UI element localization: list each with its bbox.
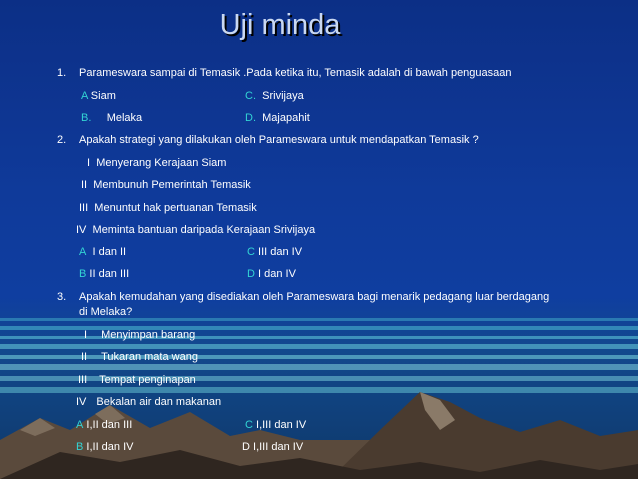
q3-text-line1: Apakah kemudahan yang disediakan oleh Parameswara bagi menarik pedagang luar berdagang — [79, 291, 550, 303]
q2-option-c-letter: C — [247, 246, 255, 258]
q2-option-b-letter: B — [79, 268, 87, 280]
q2-option-b — [79, 267, 129, 281]
q1-option-c — [245, 89, 304, 103]
q3-item-3 — [78, 373, 196, 387]
q3-option-c-text: I,III dan IV — [256, 419, 307, 431]
q3-item-1-roman: I — [84, 329, 88, 341]
q3-option-a-text: I,II dan III — [86, 419, 133, 431]
q1-number: 1. — [57, 67, 67, 79]
q2-option-a — [79, 245, 126, 259]
q3-item-3-roman: III — [78, 374, 88, 386]
q2-option-d-letter: D — [247, 268, 255, 280]
q1-option-c-letter: C. — [245, 90, 256, 102]
q3-option-c-letter: C — [245, 419, 253, 431]
q2-item-1-roman: I — [87, 157, 91, 169]
q3-number: 3. — [57, 291, 67, 303]
q3-option-b-letter: B — [76, 441, 84, 453]
q2-option-d-text: I dan IV — [258, 268, 296, 280]
q1-option-a — [81, 89, 116, 103]
q2-item-4 — [76, 223, 315, 237]
q2-text: Apakah strategi yang dilakukan oleh Parameswara untuk mendapatkan Temasik ? — [79, 134, 479, 146]
q3-item-4-text: Bekalan air dan makanan — [96, 396, 222, 408]
slide-title: Uji minda — [219, 9, 341, 41]
q2-option-b-text: II dan III — [89, 268, 130, 280]
q3-item-1-text: Menyimpan barang — [101, 329, 196, 341]
q1-option-c-text: Srivijaya — [262, 90, 304, 102]
q2-option-a-text: I dan II — [92, 246, 127, 258]
q2-option-a-letter: A — [79, 246, 87, 258]
q3-item-2-roman: II — [81, 351, 88, 363]
q3-option-b — [76, 440, 134, 454]
q3-option-c — [245, 418, 306, 432]
q3-text-line2: di Melaka? — [79, 306, 133, 318]
q3-option-d — [242, 440, 303, 454]
q2-item-3-roman: III — [79, 202, 89, 214]
q3-item-1 — [84, 328, 195, 342]
q1-option-a-letter: A — [81, 90, 88, 102]
q2-item-2-text: Membunuh Pemerintah Temasik — [93, 179, 251, 191]
q3-option-d-text: I,III dan IV — [253, 441, 304, 453]
q2-item-1 — [87, 156, 226, 170]
q3-item-3-text: Tempat penginapan — [99, 374, 196, 386]
q2-item-3-text: Menuntut hak pertuanan Temasik — [94, 202, 257, 214]
q3-item-2-text: Tukaran mata wang — [101, 351, 198, 363]
q3-option-a — [76, 418, 132, 432]
q2-item-1-text: Menyerang Kerajaan Siam — [96, 157, 227, 169]
q3-item-2 — [81, 350, 198, 364]
q2-option-c-text: III dan IV — [258, 246, 303, 258]
q2-option-d — [247, 267, 296, 281]
q1-option-d-text: Majapahit — [262, 112, 310, 124]
q2-option-c — [247, 245, 302, 259]
q3-option-a-letter: A — [76, 419, 84, 431]
q2-item-4-roman: IV — [76, 224, 87, 236]
q1-text: Parameswara sampai di Temasik .Pada ketika itu, Temasik adalah di bawah penguasaan — [79, 67, 512, 79]
q3-item-4 — [76, 395, 221, 409]
q2-item-2 — [81, 178, 251, 192]
q1-option-a-text: Siam — [87, 90, 116, 102]
q1-option-b — [81, 111, 142, 125]
q1-option-d — [245, 111, 310, 125]
q3-option-d-letter: D — [242, 441, 250, 453]
q2-item-4-text: Meminta bantuan daripada Kerajaan Srivijaya — [92, 224, 316, 236]
q1-option-b-text: Melaka — [106, 112, 143, 124]
q3-item-4-roman: IV — [76, 396, 87, 408]
q1-option-b-letter: B. — [81, 112, 92, 124]
q2-number: 2. — [57, 134, 67, 146]
q2-item-2-roman: II — [81, 179, 88, 191]
q1-option-d-letter: D. — [245, 112, 256, 124]
q2-item-3 — [79, 201, 257, 215]
q3-option-b-text: I,II dan IV — [86, 441, 134, 453]
